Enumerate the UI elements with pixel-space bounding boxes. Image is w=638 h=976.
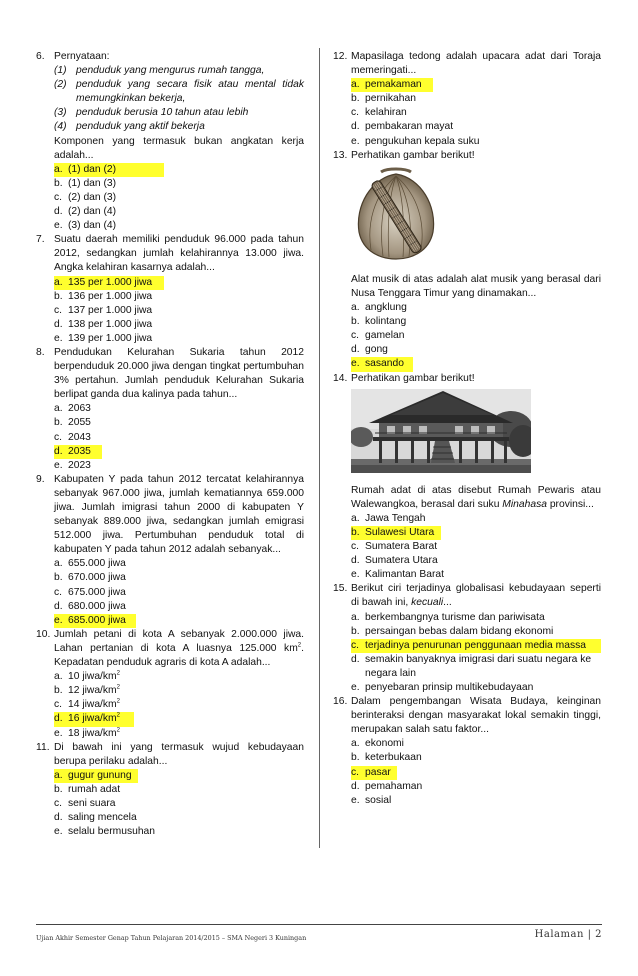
option-e: e. sosial xyxy=(351,794,392,806)
question-16 xyxy=(333,695,601,808)
option-c: c. 675.000 jiwa xyxy=(54,586,126,598)
option-e: e. selalu bermusuhan xyxy=(54,826,156,838)
option-b: b. kolintang xyxy=(351,316,407,328)
question-7 xyxy=(36,233,304,346)
option-d: d. gong xyxy=(351,344,388,356)
option-d: d. (2) dan (4) xyxy=(54,206,117,218)
option-d-answer: d. 16 jiwa/$km^2$ xyxy=(54,712,134,726)
option-a: a. ekonomi xyxy=(351,738,404,750)
statement: (1) penduduk yang mengurus rumah tangga, xyxy=(54,65,265,77)
question-text: Pernyataan: xyxy=(54,51,110,62)
option-e: e. Kalimantan Barat xyxy=(351,569,444,581)
option-c: c. (2) dan (3) xyxy=(54,191,117,203)
rumah-adat-image xyxy=(351,389,601,478)
sasando-icon xyxy=(351,166,441,262)
left-column xyxy=(36,50,304,839)
option-b: b. keterbukaan xyxy=(351,752,422,764)
option-c: c. Sumatera Barat xyxy=(351,541,438,553)
option-d: d. Sumatera Utara xyxy=(351,555,438,567)
option-e: e. 139 per 1.000 jiwa xyxy=(54,332,153,344)
question-number: 7. xyxy=(36,234,45,246)
option-b: b. 136 per 1.000 jiwa xyxy=(54,290,153,302)
question-text: Suatu daerah memiliki penduduk 96.000 pada tahun 2012, sedangkan jumlah kelahirannya 13.000 jiwa. Angka kelahiran kasarnya adalah... xyxy=(54,234,304,274)
question-6 xyxy=(36,50,304,233)
page-footer xyxy=(36,924,602,945)
question-text: Perhatikan gambar berikut! xyxy=(351,149,475,161)
option-a-answer: a. pemakaman xyxy=(351,78,433,92)
traditional-house-icon xyxy=(351,389,531,473)
option-a-answer: a. gugur gunung xyxy=(54,769,138,783)
right-column xyxy=(333,50,601,808)
option-d: d. 138 per 1.000 jiwa xyxy=(54,318,153,330)
question-11 xyxy=(36,741,304,840)
question-number: 16. xyxy=(333,696,348,708)
option-c: c. kelahiran xyxy=(351,107,407,119)
option-c: c. seni suara xyxy=(54,797,116,809)
option-e: e. 2023 xyxy=(54,459,91,471)
option-b: b. (1) dan (3) xyxy=(54,177,117,189)
question-text: Kabupaten Y pada tahun 2012 tercatat kelahirannya sebanyak 967.000 jiwa, jumlah kematiannya 659.000 jiwa. Jumlah imigrasi tahun 2000 di kabupaten Y sebanyak 889.000 jiwa, sedangkan jumlah emigrasi 512.000 jiwa. Pertumbuhan penduduk total di kabupaten Y pada tahun 2012 adalah sebanyak... xyxy=(54,473,304,556)
option-c: c. gamelan xyxy=(351,330,405,342)
question-number: 14. xyxy=(333,372,348,384)
question-text: Berikut ciri terjadinya globalisasi kebudayaan seperti di bawah ini, kecuali... xyxy=(351,583,601,609)
question-text: Perhatikan gambar berikut! xyxy=(351,372,475,384)
option-a: a. berkembangnya turisme dan pariwisata xyxy=(351,611,545,623)
option-d: d. 680.000 jiwa xyxy=(54,600,126,612)
question-number: 11. xyxy=(36,741,50,753)
option-a: a. 655.000 jiwa xyxy=(54,558,126,570)
question-number: 6. xyxy=(36,51,45,62)
footer-exam-title: Ujian Akhir Semester Genap Tahun Pelajaran 2014/2015 – SMA Negeri 3 Kuningan xyxy=(36,934,307,942)
question-8 xyxy=(36,346,304,473)
option-c-answer: c. pasar xyxy=(351,766,397,780)
option-b: b. 2055 xyxy=(54,417,91,429)
question-13 xyxy=(333,149,601,372)
question-text: Mapasilaga tedong adalah upacara adat dari Toraja memeringati... xyxy=(351,51,601,77)
option-e-answer: e. 685.000 jiwa xyxy=(54,614,136,628)
option-b: b. rumah adat xyxy=(54,783,121,795)
option-d: d. pembakaran mayat xyxy=(351,121,454,133)
option-e: e. (3) dan (4) xyxy=(54,220,117,232)
column-divider xyxy=(319,48,320,848)
option-e: e. penyebaran prinsip multikebudayaan xyxy=(351,682,534,693)
statement: (2) penduduk yang secara fisik atau mental tidak memungkinkan bekerja, xyxy=(54,79,304,105)
option-a: a. 2063 xyxy=(54,403,91,415)
question-10 xyxy=(36,628,304,741)
question-number: 10. xyxy=(36,628,51,640)
question-number: 9. xyxy=(36,473,45,485)
option-a-answer: a. (1) dan (2) xyxy=(54,163,164,177)
question-text-2: Rumah adat di atas disebut Rumah Pewaris atau Walewangkoa, berasal dari suku Minahasa provinsi... xyxy=(351,484,601,510)
option-d: d. pemahaman xyxy=(351,780,423,792)
sasando-image xyxy=(351,166,601,267)
option-b: b. 12 jiwa/$km^2$ xyxy=(54,684,120,697)
option-a: a. angklung xyxy=(351,302,407,314)
option-c-answer: c. terjadinya penurunan penggunaan media massa xyxy=(351,639,601,653)
option-e-answer: e. sasando xyxy=(351,357,413,371)
question-number: 12. xyxy=(333,51,348,62)
option-c: c. 2043 xyxy=(54,431,91,443)
question-9 xyxy=(36,473,304,628)
question-text-2: Alat musik di atas adalah alat musik yang berasal dari Nusa Tenggara Timur yang dinamakan... xyxy=(351,273,601,299)
question-number: 15. xyxy=(333,583,348,595)
option-a: a. 10 jiwa/$km^2$ xyxy=(54,670,120,683)
option-c: c. 14 jiwa/$km^2$ xyxy=(54,698,120,711)
option-b-answer: b. Sulawesi Utara xyxy=(351,526,441,540)
question-number: 8. xyxy=(36,346,45,358)
question-12 xyxy=(333,50,601,149)
option-b: b. persaingan bebas dalam bidang ekonomi xyxy=(351,625,554,637)
footer-page-number: Halaman | 2 xyxy=(534,929,602,940)
option-c: c. 137 per 1.000 jiwa xyxy=(54,304,153,316)
option-b: b. 670.000 jiwa xyxy=(54,572,126,584)
option-d: d. saling mencela xyxy=(54,812,137,824)
option-e: e. pengukuhan kepala suku xyxy=(351,135,480,147)
option-a: a. Jawa Tengah xyxy=(351,512,426,524)
question-15 xyxy=(333,582,601,695)
question-14 xyxy=(333,372,601,583)
statement: (4) penduduk yang aktif bekerja xyxy=(54,121,205,133)
statement: (3) penduduk berusia 10 tahun atau lebih xyxy=(54,107,249,119)
question-text: Pendudukan Kelurahan Sukaria tahun 2012 berpenduduk 20.000 jiwa dengan tingkat pertumbuhan 3% pertahun. Jumlah penduduk Kelurahan Sukaria berlipat ganda dua kalinya pada tahun... xyxy=(54,346,304,401)
option-d-answer: d. 2035 xyxy=(54,445,102,459)
question-text: Di bawah ini yang termasuk wujud kebudayaan berupa perilaku adalah... xyxy=(54,741,304,767)
option-a-answer: a. 135 per 1.000 jiwa xyxy=(54,276,164,290)
question-text-2: Komponen yang termasuk bukan angkatan kerja adalah... xyxy=(54,135,304,161)
question-text: Dalam pengembangan Wisata Budaya, keinginan berinteraksi dengan masyarakat lokal semakin tinggi, merupakan salah satu faktor... xyxy=(351,696,601,736)
question-number: 13. xyxy=(333,149,348,161)
option-b: b. pernikahan xyxy=(351,93,416,105)
option-e: e. 18 jiwa/$km^2$ xyxy=(54,727,120,739)
question-text: Jumlah petani di kota A sebanyak 2.000.000 jiwa. Lahan pertanian di kota A luasnya 125.000 $km^2$. Kepadatan penduduk agraris di kota A adalah... xyxy=(54,628,304,669)
option-d: d. semakin banyaknya imigrasi dari suatu negara ke negara lain xyxy=(351,653,592,679)
